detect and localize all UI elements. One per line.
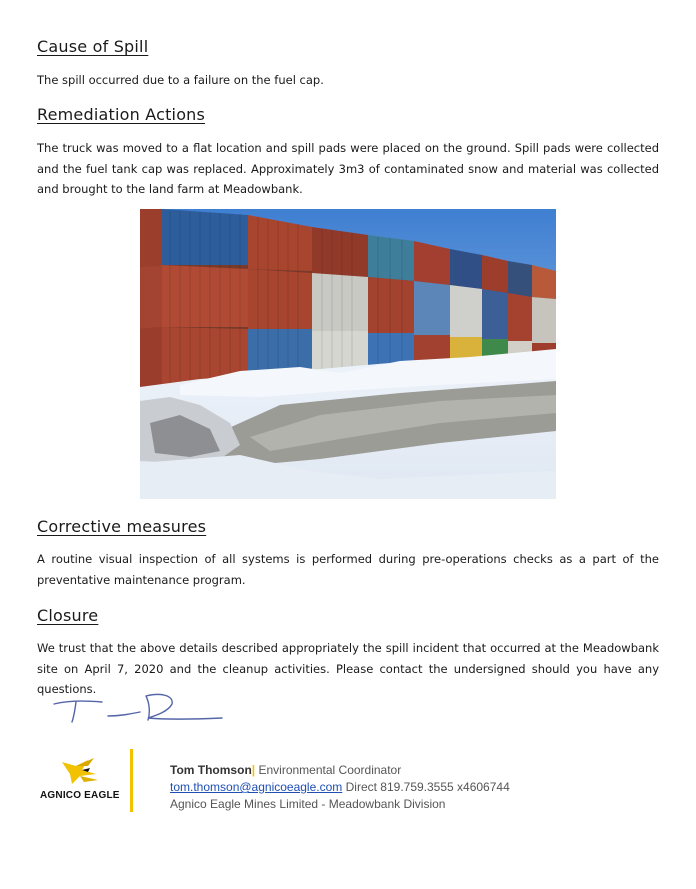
paragraph-corrective: A routine visual inspection of all systems is performed during pre-operations checks as a part of the preventative maintenance program.: [37, 552, 659, 587]
shipping-containers-photo: [140, 209, 556, 499]
heading-remediation-actions: Remediation Actions: [37, 105, 206, 124]
signatory-title: Environmental Coordinator: [258, 763, 402, 777]
logo-divider: [130, 749, 133, 812]
heading-cause-of-spill: Cause of Spill: [37, 37, 149, 56]
paragraph-remediation: The truck was moved to a flat location and spill pads were placed on the ground. Spill pads were collected and the fuel tank cap was replaced. Approximately 3m3 of contaminated snow and material was collected and brought to the land farm at Meadowbank.: [37, 141, 659, 196]
signatory-name: Tom Thomson: [170, 763, 252, 777]
signature-name-line: [170, 763, 401, 777]
handwritten-signature: [50, 690, 230, 730]
signature-contact-line: [170, 780, 510, 794]
paragraph-closure: We trust that the above details described appropriately the spill incident that occurred at the Meadowbank site on April 7, 2020 and the cleanup activities. Please contact the undersigned should you have any questions.: [37, 641, 659, 696]
signature-company: Agnico Eagle Mines Limited - Meadowbank Division: [170, 797, 446, 811]
heading-closure: Closure: [37, 606, 99, 625]
name-separator: |: [251, 763, 256, 777]
heading-corrective-measures: Corrective measures: [37, 517, 207, 536]
email-link[interactable]: tom.thomson@agnicoeagle.com: [170, 780, 343, 794]
phone-number: Direct 819.759.3555 x4606744: [345, 780, 510, 794]
company-logo-text: AGNICO EAGLE: [40, 790, 120, 801]
paragraph-cause: The spill occurred due to a failure on the fuel cap.: [37, 73, 324, 87]
